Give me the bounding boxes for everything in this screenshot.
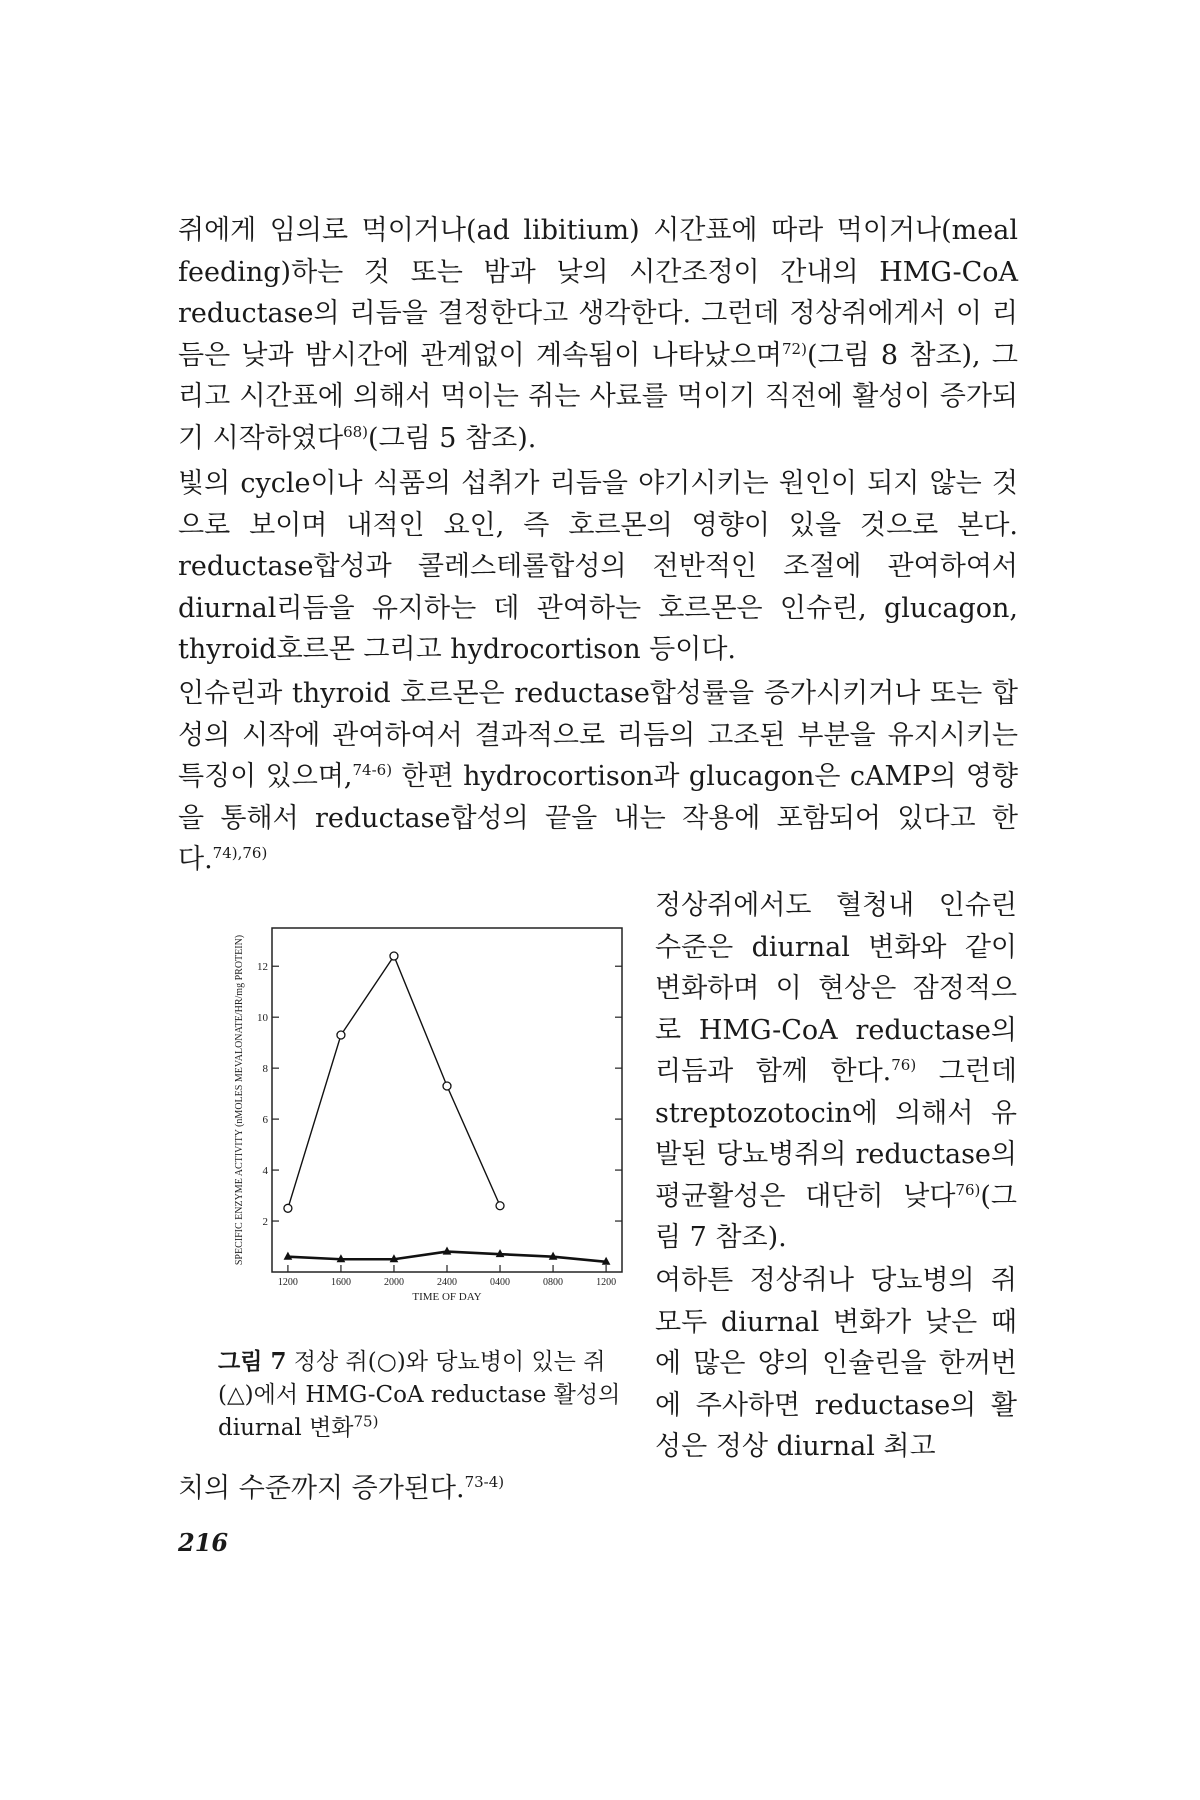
reference-superscript: 74),76) <box>212 844 268 862</box>
paragraph-4-text: 정상쥐에서도 혈청내 인슈린 수준은 diurnal 변화와 같이 변화하며 이 현상은 잠정적으로 HMG-CoA reductase의 리듬과 함께 한다. <box>655 890 1026 1087</box>
x-tick-label: 0800 <box>543 1277 564 1288</box>
x-tick-label: 2400 <box>437 1277 457 1288</box>
y-tick-label: 6 <box>262 1114 268 1127</box>
y-tick-label: 2 <box>262 1216 268 1229</box>
reference-superscript: 72) <box>782 339 807 358</box>
paragraph-5 <box>655 1260 1026 1468</box>
paragraph-3-text-cont: 한편 hydrocortison과 glucagon은 cAMP의 영향을 통해서 reductase합성의 끝을 내는 작용에 포함되어 있다고 한다. <box>178 761 1018 875</box>
paragraph-4-text-end: (그림 7 참조). <box>655 1180 1017 1253</box>
paragraph-6-text: 치의 수준까지 증가된다. <box>178 1473 465 1504</box>
paragraph-3 <box>178 673 1027 881</box>
circle-marker <box>443 1082 451 1090</box>
reference-superscript: 74-6) <box>352 761 393 779</box>
circle-marker <box>284 1204 292 1212</box>
paragraph-2-text: 빛의 cycle이나 식품의 섭취가 리듬을 야기시키는 원인이 되지 않는 것으로 보이며 내적인 요인, 즉 호르몬의 영향이 있을 것으로 본다. reductase합성과 콜레스테롤합성의 전반적인 조절에 관여하여서 diurnal리듬을 유지하는 데 관여하는 호르몬은 인슈린, glucagon, thyroid호르몬 그리고 hydrocortison 등이다. <box>178 468 1027 665</box>
y-tick-label: 10 <box>257 1012 268 1025</box>
y-axis-label: SPECIFIC ENZYME ACTIVITY (nMOLES MEVALONATE/HR/mg PROTEIN) <box>234 934 245 1266</box>
paragraph-4 <box>655 885 1026 1259</box>
paragraph-3-text: 인슈린과 thyroid 호르몬은 reductase합성률을 증가시키거나 또는 합성의 시작에 관여하여서 결과적으로 리듬의 고조된 부분을 유지시키는 특징이 있으며, <box>178 678 1027 792</box>
paragraph-6 <box>178 1468 678 1510</box>
x-tick-label: 2000 <box>383 1277 404 1288</box>
paragraph-1 <box>178 210 1027 459</box>
x-tick-label: 1200 <box>277 1277 298 1288</box>
figure-caption <box>218 1345 628 1445</box>
circle-marker <box>390 952 398 960</box>
paragraph-2 <box>178 463 1027 671</box>
paragraph-1-text-end: (그림 5 참조). <box>368 422 537 454</box>
reference-superscript: 68) <box>343 422 369 441</box>
x-tick-label: 1600 <box>330 1277 351 1288</box>
paragraph-1-text-cont: (그림 8 참조), 그리고 시간표에 의해서 먹이는 쥐는 사료를 먹이기 직전에 활성이 증가되기 시작하였다 <box>178 339 1018 454</box>
reference-superscript: 76) <box>955 1180 981 1199</box>
reference-superscript: 73-4) <box>464 1473 505 1491</box>
plot-frame <box>272 928 622 1272</box>
x-tick-label: 0400 <box>490 1277 511 1288</box>
figure-7-chart <box>190 920 630 1340</box>
figure-caption-text: 정상 쥐(○)와 당뇨병이 있는 쥐(△)에서 HMG-CoA reductase 활성의 diurnal 변화 <box>218 1349 621 1441</box>
paragraph-1-text: 쥐에게 임의로 먹이거나(ad libitium) 시간표에 따라 먹이거나(meal feeding)하는 것 또는 밤과 낮의 시간조정이 간내의 HMG-CoA reductase의 리듬을 결정한다고 생각한다. 그런데 정상쥐에게서 이 리듬은 낮과 밤시간에 관계없이 계속됨이 나타났으며 <box>178 215 1027 371</box>
reference-superscript: 76) <box>891 1056 917 1074</box>
x-axis-label: TIME OF DAY <box>412 1291 482 1303</box>
y-tick-label: 4 <box>262 1165 268 1178</box>
figure-label: 그림 7 <box>218 1348 287 1375</box>
paragraph-5-text: 여하튼 정상쥐나 당뇨병의 쥐 모두 diurnal 변화가 낮은 때에 많은 양의 인슐린을 한꺼번에 주사하면 reductase의 활성은 정상 diurnal 최고 <box>655 1265 1026 1462</box>
circle-marker <box>496 1202 504 1210</box>
x-tick-label: 1200 <box>596 1277 617 1288</box>
circle-marker <box>337 1031 345 1039</box>
paragraph-4-text-cont: 그런데 streptozotocin에 의해서 유발된 당뇨병쥐의 reductase의 평균활성은 대단히 낮다 <box>655 1056 1026 1212</box>
circle-series-line <box>288 956 500 1208</box>
page-number: 216 <box>178 1528 229 1557</box>
reference-superscript: 75) <box>353 1412 379 1431</box>
y-tick-label: 12 <box>257 961 268 974</box>
y-tick-label: 8 <box>262 1063 268 1076</box>
